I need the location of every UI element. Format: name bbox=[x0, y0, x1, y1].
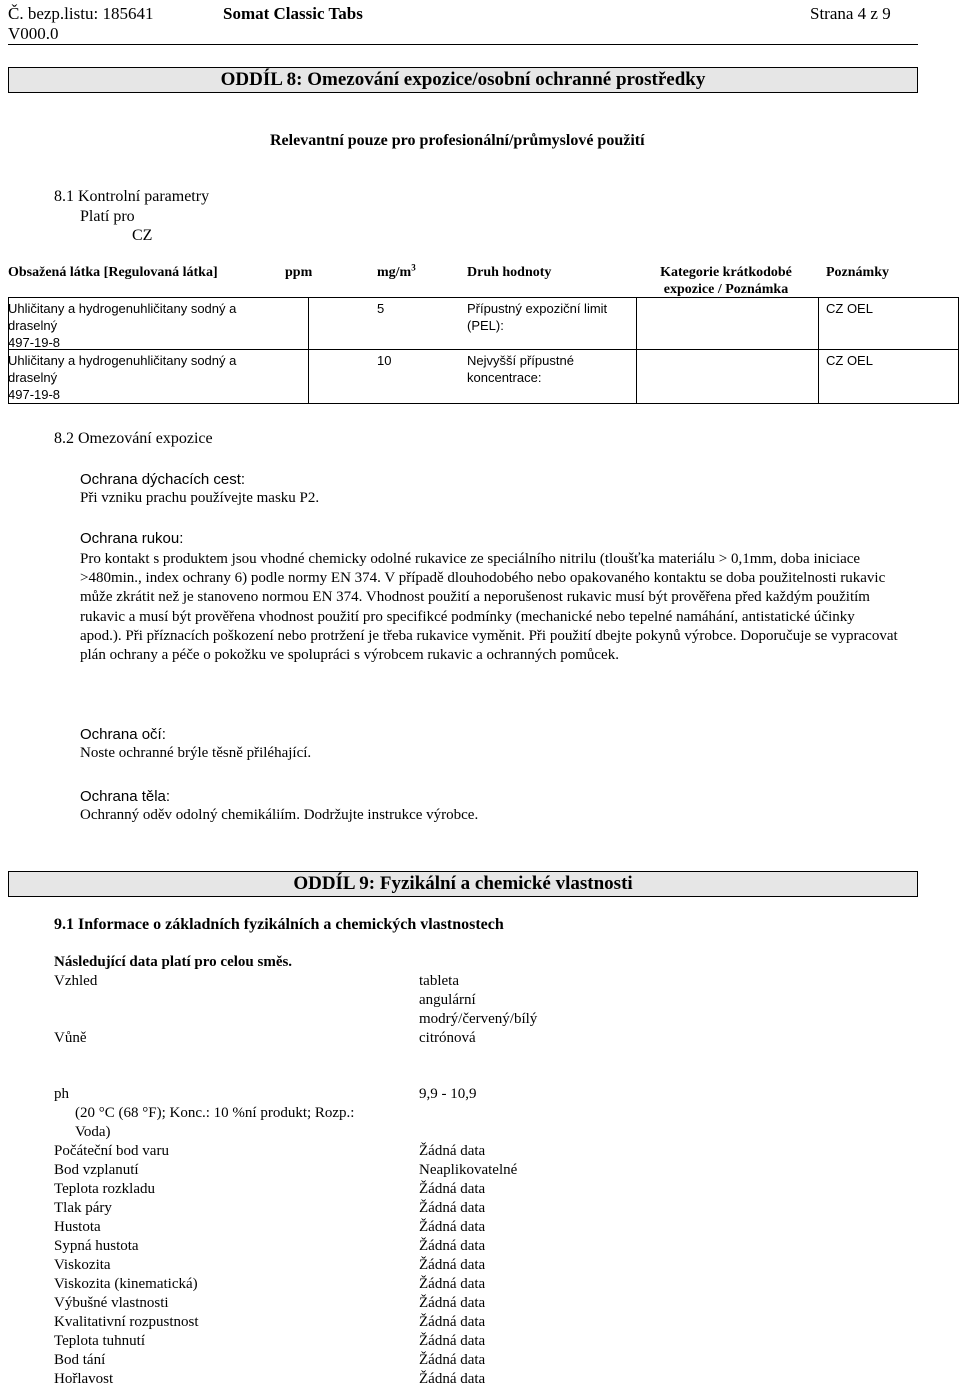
property-label: Hořlavost bbox=[54, 1371, 114, 1387]
row-1-type: Přípustný expoziční limit (PEL): bbox=[467, 301, 608, 333]
col-header-substance: Obsažená látka [Regulovaná látka] bbox=[8, 265, 218, 280]
col-header-type: Druh hodnoty bbox=[467, 265, 552, 280]
property-value: Žádná data bbox=[419, 1238, 486, 1254]
appearance-value-2: angulární bbox=[419, 992, 476, 1008]
property-value: Žádná data bbox=[419, 1371, 486, 1387]
row-2-substance-name: Uhličitany a hydrogenuhličitany sodný a draselný bbox=[8, 353, 237, 385]
respiratory-text: Při vzniku prachu používejte masku P2. bbox=[80, 490, 320, 506]
property-value: Žádná data bbox=[419, 1200, 486, 1216]
ph-label: ph bbox=[54, 1086, 69, 1102]
eye-protection-text: Noste ochranné brýle těsně přiléhající. bbox=[80, 745, 312, 761]
col-header-mgm3-sup: 3 bbox=[411, 262, 416, 273]
table-rule bbox=[818, 297, 819, 403]
property-label: Tlak páry bbox=[54, 1200, 112, 1216]
section-8-title: ODDÍL 8: Omezování expozice/osobní ochranné prostředky bbox=[8, 67, 918, 93]
table-rule bbox=[8, 297, 959, 298]
hand-protection-text: Pro kontakt s produktem jsou vhodné chemicky odolné rukavice ze speciálního nitrilu (tloušťka materiálu > 0,1mm, doba iniciace >480min., index ochrany 6) podle normy EN 374. V případě dlouhodobého nebo opakovaného kontaktu se doba použitelnosti rukavic může zkrátit než je stanoveno normou EN 374. Vhodnost použití a neporušenost rukavic musí být prověřena před každým použitím rukavic a musí být prověřena vhodnost použití pro specifikcé podmínky (mechanické nebo tepelné namáhání, antistatické účinky apod.). Při příznacích poškození nebo protržení je třeba rukavice vyměnit. Při použití dbejte pokynů výrobce. Doporučuje se vypracovat plán ochrany a péče o pokožku ve spolupráci s výrobcem rukavic a ochranných pomůcek. bbox=[80, 551, 898, 664]
property-value: Žádná data bbox=[419, 1257, 486, 1273]
country-code: CZ bbox=[132, 227, 153, 244]
property-label: Teplota rozkladu bbox=[54, 1181, 155, 1197]
section-8-note: Relevantní pouze pro profesionální/průmyslové použití bbox=[270, 132, 645, 149]
property-value: Žádná data bbox=[419, 1276, 486, 1292]
row-1-mgm3: 5 bbox=[377, 301, 385, 316]
property-value: Žádná data bbox=[419, 1295, 486, 1311]
row-2-remark: CZ OEL bbox=[826, 353, 873, 368]
table-rule bbox=[308, 297, 309, 403]
property-value: Žádná data bbox=[419, 1333, 486, 1349]
subsection-9-1-title: 9.1 Informace o základních fyzikálních a chemických vlastnostech bbox=[54, 916, 504, 933]
subsection-8-1-title: 8.1 Kontrolní parametry bbox=[54, 188, 210, 205]
property-value: Žádná data bbox=[419, 1181, 486, 1197]
eye-protection-label: Ochrana očí: bbox=[80, 726, 166, 743]
table-rule bbox=[636, 297, 637, 403]
exposure-limits-table bbox=[8, 262, 959, 404]
row-2-cas: 497-19-8 bbox=[8, 387, 61, 402]
table-rule bbox=[8, 349, 959, 350]
page-indicator: Strana 4 z 9 bbox=[810, 4, 891, 23]
table-rule bbox=[8, 297, 9, 403]
applies-to-mixture: Následující data platí pro celou směs. bbox=[54, 954, 293, 970]
col-header-category: Kategorie krátkodobé expozice / Poznámka bbox=[660, 265, 792, 297]
property-label: Teplota tuhnutí bbox=[54, 1333, 146, 1349]
odor-label: Vůně bbox=[54, 1030, 87, 1046]
property-label: Viskozita (kinematická) bbox=[54, 1276, 198, 1292]
col-header-mgm3 bbox=[377, 264, 457, 281]
header-rule bbox=[8, 44, 918, 45]
property-label: Sypná hustota bbox=[54, 1238, 139, 1254]
property-value: Žádná data bbox=[419, 1314, 486, 1330]
ph-conditions-line-2: Voda) bbox=[75, 1124, 111, 1140]
col-header-mgm3-text: mg/m bbox=[377, 265, 412, 280]
ph-value: 9,9 - 10,9 bbox=[419, 1086, 477, 1102]
table-rule bbox=[958, 297, 959, 403]
doc-version: V000.0 bbox=[8, 24, 59, 43]
subsection-8-2-title: 8.2 Omezování expozice bbox=[54, 430, 213, 447]
applies-to-label: Platí pro bbox=[80, 208, 135, 225]
table-row-1-substance bbox=[8, 300, 278, 351]
appearance-label: Vzhled bbox=[54, 973, 98, 989]
row-1-remark: CZ OEL bbox=[826, 301, 873, 316]
property-label: Bod tání bbox=[54, 1352, 106, 1368]
property-label: Hustota bbox=[54, 1219, 101, 1235]
property-value: Žádná data bbox=[419, 1219, 486, 1235]
row-2-mgm3: 10 bbox=[377, 353, 392, 368]
appearance-value-1: tableta bbox=[419, 973, 459, 989]
col-header-remarks: Poznámky bbox=[826, 265, 889, 280]
respiratory-label: Ochrana dýchacích cest: bbox=[80, 471, 246, 488]
section-9-title: ODDÍL 9: Fyzikální a chemické vlastnosti bbox=[8, 871, 918, 897]
property-label: Výbušné vlastnosti bbox=[54, 1295, 169, 1311]
odor-value: citrónová bbox=[419, 1030, 476, 1046]
product-name: Somat Classic Tabs bbox=[223, 4, 363, 23]
property-label: Počáteční bod varu bbox=[54, 1143, 169, 1159]
table-row-2-substance bbox=[8, 352, 278, 403]
ph-conditions-line-1: (20 °C (68 °F); Konc.: 10 %ní produkt; Rozp.: bbox=[75, 1105, 355, 1121]
doc-number: Č. bezp.listu: 185641 bbox=[8, 4, 154, 23]
property-label: Viskozita bbox=[54, 1257, 111, 1273]
table-rule bbox=[8, 403, 959, 404]
property-label: Bod vzplanutí bbox=[54, 1162, 139, 1178]
row-1-substance-name: Uhličitany a hydrogenuhličitany sodný a draselný bbox=[8, 301, 237, 333]
body-protection-label: Ochrana těla: bbox=[80, 788, 171, 805]
row-2-type: Nejvyšší přípustné koncentrace: bbox=[467, 353, 574, 385]
body-protection-text: Ochranný oděv odolný chemikáliím. Dodržujte instrukce výrobce. bbox=[80, 807, 479, 823]
property-value: Neaplikovatelné bbox=[419, 1162, 518, 1178]
property-value: Žádná data bbox=[419, 1143, 486, 1159]
col-header-ppm: ppm bbox=[285, 265, 313, 280]
hand-protection-label: Ochrana rukou: bbox=[80, 530, 184, 547]
property-value: Žádná data bbox=[419, 1352, 486, 1368]
appearance-value-3: modrý/červený/bílý bbox=[419, 1011, 538, 1027]
row-1-cas: 497-19-8 bbox=[8, 335, 61, 350]
property-label: Kvalitativní rozpustnost bbox=[54, 1314, 199, 1330]
